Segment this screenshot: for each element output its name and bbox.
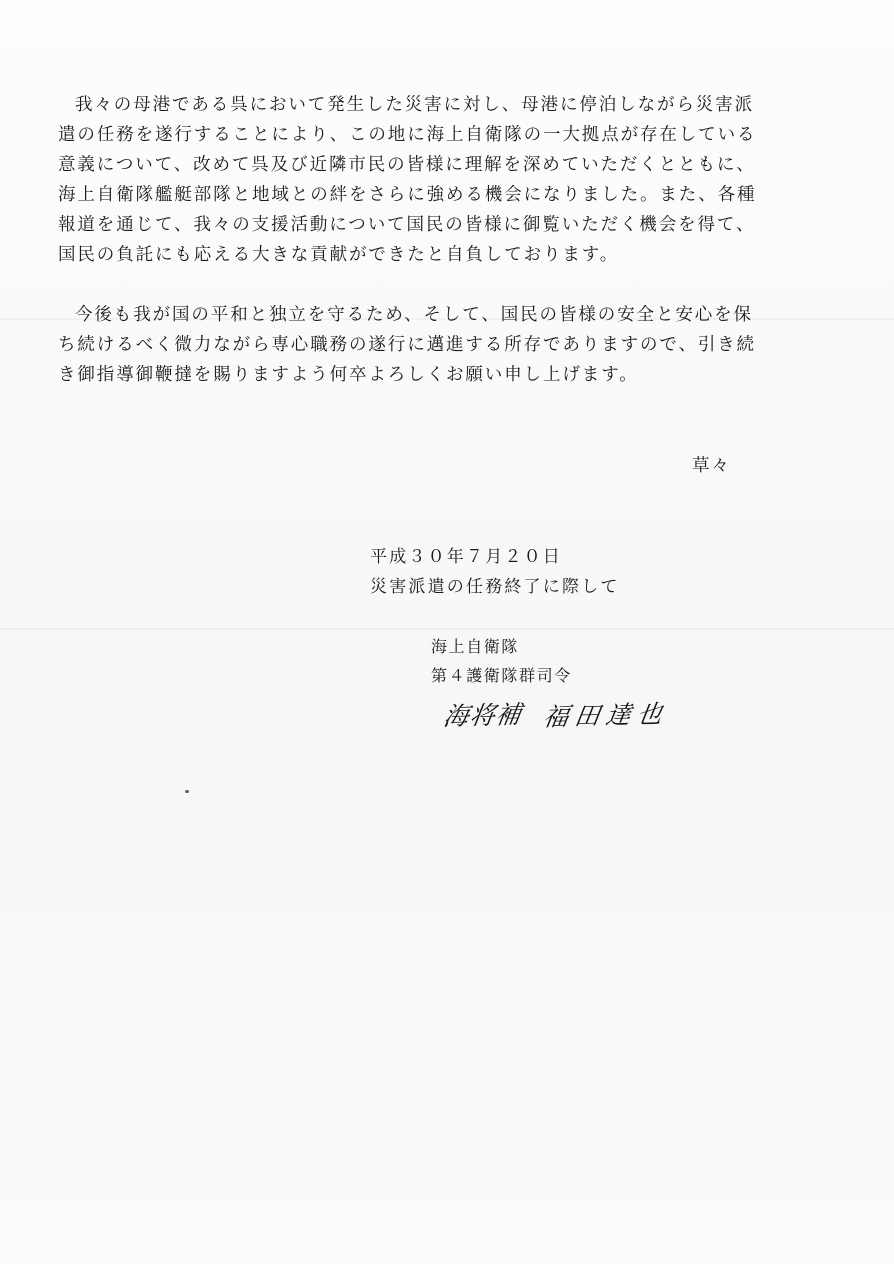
sender-organization: 海上自衛隊	[431, 637, 520, 656]
closing-salutation: 草々	[692, 456, 731, 476]
paper-speck	[185, 790, 189, 793]
paragraph-line: 報道を通じて、我々の支援活動について国民の皆様に御覧いただく機会を得て、	[58, 215, 756, 235]
handwritten-signature	[441, 692, 704, 736]
paragraph-line: き御指導御鞭撻を賜りますよう何卒よろしくお願い申し上げます。	[58, 365, 639, 385]
letter-date: 平成３０年７月２０日	[370, 547, 562, 567]
paragraph-line: 今後も我が国の平和と独立を守るため、そして、国民の皆様の安全と安心を保	[75, 305, 753, 325]
sender-unit: 第４護衛隊群司令	[431, 666, 572, 685]
letter-occasion: 災害派遣の任務終了に際して	[370, 577, 620, 597]
paper-fold-line	[0, 628, 894, 630]
letter-paragraph-2	[58, 300, 818, 390]
paragraph-line: ち続けるべく微力ながら専心職務の遂行に邁進する所存でありますので、引き続	[58, 335, 757, 355]
paragraph-line: 遣の任務を遂行することにより、この地に海上自衛隊の一大拠点が存在している	[58, 125, 757, 145]
paragraph-line: 意義について、改めて呉及び近隣市民の皆様に理解を深めていただくとともに、	[58, 155, 756, 175]
paragraph-line: 海上自衛隊艦艇部隊と地域との絆をさらに強める機会になりました。また、各種	[58, 185, 757, 205]
letter-paragraph-1	[58, 90, 818, 270]
signature-rank: 海将補	[441, 699, 525, 732]
paragraph-line: 我々の母港である呉において発生した災害に対し、母港に停泊しながら災害派	[75, 95, 754, 115]
signature-name: 福田達也	[541, 699, 671, 732]
paragraph-line: 国民の負託にも応える大きな貢献ができたと自負しております。	[58, 245, 620, 265]
